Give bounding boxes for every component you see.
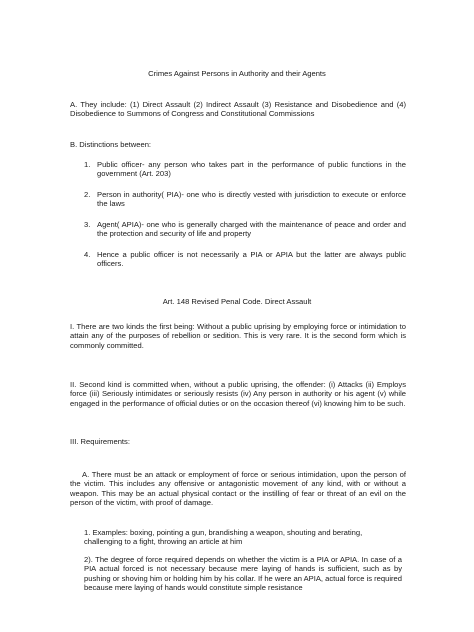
section-a-paragraph: A. They include: (1) Direct Assault (2) Indirect Assault (3) Resistance and Disobedience and (4) Disobedience to Summons of Congress and Constitutional Commissions xyxy=(70,100,406,119)
item-number: 2. xyxy=(84,190,91,199)
paragraph-ii: II. Second kind is committed when, without a public uprising, the offender: (i) Attacks (ii) Employs force (iii) Seriously intimidates or seriously resists (iv) Any person in authority or his agent (v) while engaged in the performance of official duties or on the occasion thereof (vi) knowing him to be such. xyxy=(70,380,406,408)
requirements-heading: III. Requirements: xyxy=(70,437,130,446)
distinction-item xyxy=(84,160,406,180)
section-b-heading: B. Distinctions between: xyxy=(70,140,152,149)
item-number: 4. xyxy=(84,250,91,259)
item-number: 1. xyxy=(84,160,91,169)
item-text: Person in authority( PIA)- one who is directly vested with jurisdiction to execute or enforce the laws xyxy=(97,190,406,209)
distinction-item xyxy=(84,250,406,270)
document-title: Crimes Against Persons in Authority and their Agents xyxy=(148,69,326,78)
requirement-1: 1. Examples: boxing, pointing a gun, brandishing a weapon, shouting and berating, challenging to a fight, throwing an article at him xyxy=(84,528,363,547)
distinction-item xyxy=(84,190,406,210)
distinction-item xyxy=(84,220,406,240)
requirement-2: 2). The degree of force required depends on whether the victim is a PIA or APIA. In case of a PIA actual forced is not necessary because mere laying of hands is sufficient, such as by pushing or shoving him or holding him by his collar. If he were an APIA, actual force is required because mere laying of hands would constitute simple resistance xyxy=(84,555,402,593)
item-text: Public officer- any person who takes part in the performance of public functions in the government (Art. 203) xyxy=(97,160,406,179)
article-heading: Art. 148 Revised Penal Code. Direct Assault xyxy=(162,297,312,306)
requirement-a: A. There must be an attack or employment of force or serious intimidation, upon the person of the victim. This includes any offensive or antagonistic movement of any kind, with or without a weapon. This may be an actual physical contact or the instilling of fear or threat of an evil on the person of the victim, with proof of damage. xyxy=(70,470,406,508)
item-text: Hence a public officer is not necessarily a PIA or APIA but the latter are always public officers. xyxy=(97,250,406,269)
item-text: Agent( APIA)- one who is generally charged with the maintenance of peace and order and the protection and security of life and property xyxy=(97,220,406,239)
item-number: 3. xyxy=(84,220,91,229)
paragraph-i: I. There are two kinds the first being: Without a public uprising by employing force or intimidation to attain any of the purposes of rebellion or sedition. This is very rare. It is the second form which is commonly committed. xyxy=(70,322,406,350)
